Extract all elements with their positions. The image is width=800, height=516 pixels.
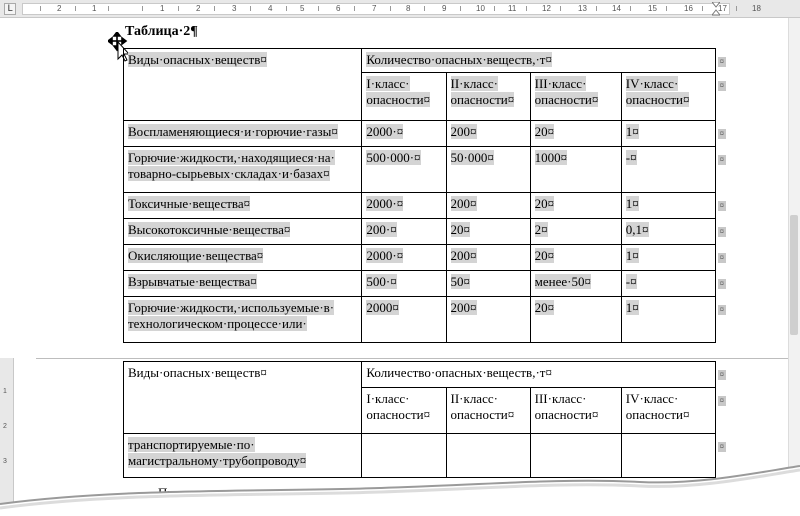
- cell-value-text: 200¤: [450, 124, 477, 139]
- class-header-cell[interactable]: [446, 73, 530, 121]
- ruler-tick-label: 4: [268, 4, 273, 13]
- ruler-minor-mark: [318, 6, 319, 11]
- cell-value-text: 2000·¤: [366, 196, 404, 211]
- ruler-tick-label: 5: [300, 4, 305, 13]
- tab-selector-button[interactable]: L: [4, 3, 16, 15]
- class-header-cell[interactable]: [530, 73, 621, 121]
- cell-value-text: 1000¤: [534, 150, 568, 165]
- ruler-tick-label: 13: [578, 4, 587, 13]
- table-value-cell[interactable]: [621, 271, 715, 297]
- table-value-cell[interactable]: [530, 193, 621, 219]
- cell-value-text: 2000·¤: [366, 124, 404, 139]
- table-value-cell[interactable]: [446, 193, 530, 219]
- scrollbar-thumb[interactable]: [790, 215, 798, 335]
- class-header-cell[interactable]: [446, 388, 530, 434]
- table-value-cell[interactable]: [530, 219, 621, 245]
- table-value-cell[interactable]: [621, 219, 715, 245]
- class-header-cell[interactable]: [621, 388, 715, 434]
- table-value-cell[interactable]: [530, 297, 621, 343]
- ruler-tick-label: 8: [406, 4, 411, 13]
- table-value-cell[interactable]: [621, 297, 715, 343]
- row-end-mark: ¤: [719, 128, 724, 138]
- ruler-minor-mark: [390, 6, 391, 11]
- table-value-cell[interactable]: [362, 219, 446, 245]
- class-header-text: III·класс· опасности¤: [534, 391, 599, 422]
- table-row[interactable]: [124, 147, 727, 193]
- ruler-minor-mark: [666, 6, 667, 11]
- header-quantity-cell[interactable]: [362, 49, 716, 73]
- header-quantity-text: Количество·опасных·веществ,·т¤: [366, 365, 552, 380]
- vruler-tick: 1: [3, 388, 7, 395]
- header-species-cell[interactable]: [124, 49, 362, 121]
- table-value-cell[interactable]: [621, 121, 715, 147]
- ruler-minor-mark: [596, 6, 597, 11]
- table-caption: Таблица·2¶: [125, 24, 198, 39]
- cell-value-text: 1¤: [625, 248, 639, 263]
- table-value-cell[interactable]: [621, 245, 715, 271]
- class-header-text: I·класс· опасности¤: [366, 76, 431, 107]
- class-header-text: IV·класс· опасности¤: [625, 76, 690, 107]
- row-end-mark: ¤: [719, 369, 724, 379]
- cell-value-text: 20¤: [534, 124, 555, 139]
- torn-edge-decoration: [0, 458, 800, 516]
- row-end-mark: ¤: [719, 200, 724, 210]
- ruler-minor-mark: [286, 6, 287, 11]
- row-name-text: Высокотоксичные·вещества¤: [128, 222, 291, 237]
- ruler-tick-label: 17: [718, 4, 727, 13]
- ruler-minor-mark: [526, 6, 527, 11]
- header-species-text: Виды·опасных·веществ¤: [128, 365, 267, 380]
- cell-value-text: 20¤: [450, 222, 471, 237]
- table-row[interactable]: [124, 245, 727, 271]
- table-row[interactable]: [124, 193, 727, 219]
- row-end-mark: ¤: [719, 441, 724, 451]
- cell-value-text: 0,1¤: [625, 222, 649, 237]
- ruler-tick-label: 10: [476, 4, 485, 13]
- table-value-cell[interactable]: [621, 193, 715, 219]
- ruler-minor-mark: [40, 6, 41, 11]
- row-name-text: Воспламеняющиеся·и·горючие·газы¤: [128, 124, 338, 139]
- ruler-tick-label: 1: [92, 4, 97, 13]
- class-header-text: II·класс· опасности¤: [450, 391, 515, 422]
- ruler-minor-mark: [702, 6, 703, 11]
- row-end-mark: ¤: [719, 395, 724, 405]
- header-species-text: Виды·опасных·веществ¤: [128, 52, 267, 67]
- cell-value-text: менее·50¤: [534, 274, 591, 289]
- ruler-tick-label: 14: [612, 4, 621, 13]
- cell-value-text: 20¤: [534, 196, 555, 211]
- ruler-tick-label: 7: [372, 4, 377, 13]
- cell-value-text: -¤: [625, 274, 637, 289]
- ruler-tick-label: 12: [542, 4, 551, 13]
- row-name-text: Горючие·жидкости,·находящиеся·на· товарно-сырьевых·складах·и·базах¤: [128, 150, 335, 181]
- ruler-minor-mark: [142, 6, 143, 11]
- table-row-name-cell[interactable]: [124, 297, 362, 343]
- class-header-text: I·класс· опасности¤: [366, 391, 431, 422]
- row-name-text: Горючие·жидкости,·используемые·в· технологическом·процессе·или·: [128, 300, 335, 331]
- ruler-minor-mark: [178, 6, 179, 11]
- table-value-cell[interactable]: [530, 121, 621, 147]
- table-value-cell[interactable]: [446, 219, 530, 245]
- table-value-cell[interactable]: [530, 271, 621, 297]
- ruler-tick-label: 18: [752, 4, 761, 13]
- table-value-cell[interactable]: [446, 147, 530, 193]
- ruler-tick-label: 2: [57, 4, 62, 13]
- cell-value-text: 500·¤: [366, 274, 397, 289]
- table-value-cell[interactable]: [530, 147, 621, 193]
- ruler-tick-label: 15: [648, 4, 657, 13]
- ruler-tick-label: 2: [196, 4, 201, 13]
- table-value-cell[interactable]: [446, 271, 530, 297]
- ruler-minor-mark: [494, 6, 495, 11]
- row-name-text: Взрывчатые·вещества¤: [128, 274, 257, 289]
- row-end-mark: ¤: [719, 278, 724, 288]
- class-header-text: III·класс· опасности¤: [534, 76, 599, 107]
- row-end-mark: ¤: [719, 304, 724, 314]
- ruler-minor-mark: [630, 6, 631, 11]
- cell-value-text: 2000¤: [366, 300, 399, 315]
- cell-value-text: 1¤: [625, 300, 639, 315]
- row-name-text: транспортируемые·по· магистральному·трубопроводу¤: [128, 437, 307, 468]
- table-row-name-cell[interactable]: [124, 121, 362, 147]
- ruler-tick-label: 6: [336, 4, 341, 13]
- table-value-cell[interactable]: [362, 193, 446, 219]
- cell-value-text: 1¤: [625, 196, 639, 211]
- table-row[interactable]: [124, 219, 727, 245]
- indent-marker-icon[interactable]: [712, 2, 720, 16]
- table-row-name-cell[interactable]: [124, 219, 362, 245]
- horizontal-ruler[interactable]: [0, 0, 800, 18]
- table-row-name-cell[interactable]: [124, 147, 362, 193]
- row-end-mark: ¤: [719, 56, 724, 66]
- ruler-minor-mark: [424, 6, 425, 11]
- cell-value-text: 1¤: [625, 124, 639, 139]
- ruler-tick-label: 11: [508, 4, 517, 13]
- ruler-tick-label: 16: [684, 4, 693, 13]
- cell-value-text: 20¤: [534, 300, 555, 315]
- class-header-cell[interactable]: [362, 388, 446, 434]
- ruler-tick-label: 1: [160, 4, 165, 13]
- table-row[interactable]: [124, 121, 727, 147]
- ruler-minor-mark: [214, 6, 215, 11]
- row-end-mark: ¤: [719, 154, 724, 164]
- class-header-cell[interactable]: [362, 73, 446, 121]
- cell-value-text: 200¤: [450, 300, 477, 315]
- ruler-minor-mark: [736, 6, 737, 11]
- ruler-minor-mark: [354, 6, 355, 11]
- table-row-name-cell[interactable]: [124, 193, 362, 219]
- page-break-divider: [36, 358, 800, 359]
- row-end-mark: ¤: [719, 252, 724, 262]
- table-value-cell[interactable]: [362, 121, 446, 147]
- table-value-cell[interactable]: [621, 147, 715, 193]
- cell-value-text: 500·000·¤: [366, 150, 421, 165]
- table-row[interactable]: [124, 271, 727, 297]
- ruler-minor-mark: [250, 6, 251, 11]
- header-species-cell[interactable]: [124, 362, 362, 434]
- class-header-cell[interactable]: [530, 388, 621, 434]
- hazard-substances-table[interactable]: [123, 48, 727, 343]
- row-name-text: Окисляющие·вещества¤: [128, 248, 264, 263]
- header-quantity-text: Количество·опасных·веществ,·т¤: [366, 52, 552, 67]
- table-row-name-cell[interactable]: [124, 245, 362, 271]
- table-value-cell[interactable]: [446, 121, 530, 147]
- cell-value-text: 50·000¤: [450, 150, 494, 165]
- ruler-tick-label: 3: [232, 4, 237, 13]
- class-header-cell[interactable]: [621, 73, 715, 121]
- class-header-text: II·класс· опасности¤: [450, 76, 515, 107]
- table-value-cell[interactable]: [446, 245, 530, 271]
- table-value-cell[interactable]: [362, 297, 446, 343]
- vruler-tick: 2: [3, 423, 7, 430]
- vruler-tick: 3: [3, 458, 7, 465]
- table-row[interactable]: [124, 297, 727, 343]
- cell-value-text: 50¤: [450, 274, 471, 289]
- table-row-name-cell[interactable]: [124, 271, 362, 297]
- row-name-text: Токсичные·вещества¤: [128, 196, 251, 211]
- cell-value-text: 200·¤: [366, 222, 397, 237]
- ruler-minor-mark: [460, 6, 461, 11]
- class-header-text: IV·класс· опасности¤: [625, 391, 690, 422]
- table-value-cell[interactable]: [446, 297, 530, 343]
- cell-value-text: -¤: [625, 150, 637, 165]
- table-value-cell[interactable]: [362, 271, 446, 297]
- ruler-tick-label: 9: [442, 4, 447, 13]
- header-quantity-cell[interactable]: [362, 362, 716, 388]
- table-value-cell[interactable]: [362, 147, 446, 193]
- cell-value-text: 2¤: [534, 222, 548, 237]
- table-value-cell[interactable]: [362, 245, 446, 271]
- table-value-cell[interactable]: [530, 245, 621, 271]
- ruler-minor-mark: [75, 6, 76, 11]
- row-end-mark: ¤: [719, 80, 724, 90]
- cell-value-text: 2000·¤: [366, 248, 404, 263]
- row-end-mark: ¤: [719, 226, 724, 236]
- cell-value-text: 20¤: [534, 248, 555, 263]
- ruler-minor-mark: [560, 6, 561, 11]
- cell-value-text: 200¤: [450, 196, 477, 211]
- ruler-minor-mark: [108, 6, 109, 11]
- cell-value-text: 200¤: [450, 248, 477, 263]
